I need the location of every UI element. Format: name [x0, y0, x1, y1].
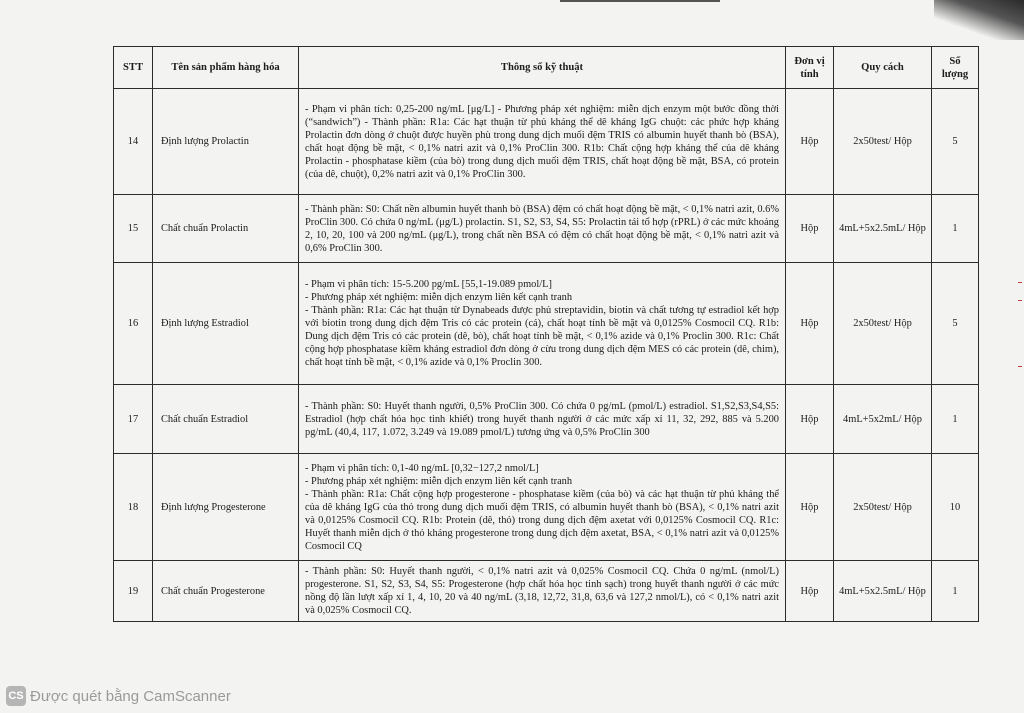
cell-spec	[299, 195, 786, 263]
document-page	[113, 46, 978, 622]
edge-mark	[1018, 282, 1022, 283]
spec-line: - Phạm vi phân tích: 15-5.200 pg/mL [55,1-19.089 pmol/L]	[305, 279, 552, 290]
cell-stt: 17	[114, 385, 153, 454]
camscanner-logo-icon: CS	[6, 686, 26, 706]
cell-quantity: 1	[932, 561, 979, 622]
cell-product-name: Chất chuẩn Prolactin	[153, 195, 299, 263]
cell-spec	[299, 263, 786, 385]
table-row	[114, 195, 979, 263]
header-product: Tên sản phẩm hàng hóa	[153, 47, 299, 89]
spec-line: - Thành phần: S0: Huyết thanh người, < 0,1% natri azit và 0,025% Cosmocil CQ. Chứa 0 ng/mL (nmol/L) progesterone. S1, S2, S3, S4, S5: Progesterone (hợp chất hóa học tinh sạch) trong huyết thanh người ở các mức nồng độ lần lượt xấp xỉ 1, 4, 10, 20 và 40 ng/mL (3,18, 12,72, 31,8, 63,6 và 127,2 nmol/L), có < 0,1% natri azit và 0,025% Cosmocil CQ.	[305, 566, 779, 616]
cell-unit: Hộp	[786, 385, 834, 454]
cell-package: 4mL+5x2.5mL/ Hộp	[834, 561, 932, 622]
cell-quantity: 1	[932, 195, 979, 263]
spec-line: - Thành phần: R1a: Các hạt thuận từ Dynabeads được phủ streptavidin, biotin và chất tương tự estradiol kết hợp với biotin trong dung dịch đệm Tris có các protein (cá), chất hoạt tính bề mặt và 0,0125% Cosmocil CQ. R1b: Dung dịch đệm Tris có các protein (dê, bò), chất hoạt tính bề mặt, < 0,1% azide và 0,1% Proclin 300. R1c: Chất cộng hợp phosphatase kiềm kháng estradiol đơn dòng ở cừu trong dung dịch đệm MES có các protein (dê, chim), chất hoạt tính bề mặt, < 0,1% azide và 0,1% Proclin 300.	[305, 305, 779, 368]
cell-spec	[299, 385, 786, 454]
edge-mark	[1018, 366, 1022, 367]
cell-unit: Hộp	[786, 454, 834, 561]
cell-stt: 18	[114, 454, 153, 561]
table-row	[114, 385, 979, 454]
cell-stt: 15	[114, 195, 153, 263]
header-unit: Đơn vị tính	[786, 47, 834, 89]
cell-quantity: 1	[932, 385, 979, 454]
cell-stt: 16	[114, 263, 153, 385]
cell-package: 2x50test/ Hộp	[834, 454, 932, 561]
cell-quantity: 5	[932, 89, 979, 195]
table-row	[114, 263, 979, 385]
table-body	[114, 89, 979, 622]
cell-spec	[299, 561, 786, 622]
header-row	[114, 47, 979, 89]
cell-package: 4mL+5x2.5mL/ Hộp	[834, 195, 932, 263]
spec-line: - Thành phần: R1a: Chất cộng hợp progesterone - phosphatase kiềm (của bò) và các hạt thuận từ phủ kháng thể của dê kháng IgG của thỏ trong dung dịch muối đệm TRIS, có albumin huyết thanh bò (BSA), < 0,1% natri azit và 0,0125% Cosmocil CQ. R1b: Protein (dê, thỏ) trong dung dịch đệm axetat với 0,0125% Cosmocil CQ. R1c: Huyết thanh miễn dịch ở thỏ kháng progesterone trong dung dịch đệm axetat, BSA, < 0,1% natri azit và 0,0125% Cosmocil CQ	[305, 488, 779, 552]
cell-product-name: Định lượng Prolactin	[153, 89, 299, 195]
scan-corner-shadow	[934, 0, 1024, 40]
cell-package: 2x50test/ Hộp	[834, 89, 932, 195]
cell-stt: 19	[114, 561, 153, 622]
spec-line: - Phương pháp xét nghiệm: miễn dịch enzym liên kết cạnh tranh	[305, 475, 573, 487]
cell-stt: 14	[114, 89, 153, 195]
spec-line: - Phương pháp xét nghiệm: miễn dịch enzym liên kết cạnh tranh	[305, 292, 573, 303]
watermark-text: Được quét bằng CamScanner	[30, 687, 231, 705]
table-row	[114, 89, 979, 195]
cell-package: 4mL+5x2mL/ Hộp	[834, 385, 932, 454]
header-package: Quy cách	[834, 47, 932, 89]
cell-quantity: 10	[932, 454, 979, 561]
scan-top-edge	[560, 0, 720, 2]
cell-product-name: Định lượng Progesterone	[153, 454, 299, 561]
spec-line: - Thành phần: S0: Chất nền albumin huyết thanh bò (BSA) đệm có chất hoạt động bề mặt, < 0,1% natri azit, 0.6% ProClin 300. Có chứa 0 ng/mL (μg/L) prolactin. S1, S2, S3, S4, S5: Prolactin tái tổ hợp (rPRL) ở các mức khoảng 2, 10, 20, 100 và 200 ng/mL (μg/L), trong chất nền BSA có đệm có chất hoạt động bề mặt, < 0,1% natri azit và 0,6% ProClin 300.	[305, 203, 779, 254]
camscanner-watermark	[6, 686, 231, 706]
header-stt: STT	[114, 47, 153, 89]
product-spec-table	[113, 46, 979, 622]
header-quantity: Số lượng	[932, 47, 979, 89]
cell-unit: Hộp	[786, 195, 834, 263]
spec-line: - Phạm vi phân tích: 0,25-200 ng/mL [μg/L] - Phương pháp xét nghiệm: miễn dịch enzym một bước đồng thời (“sandwich”) - Thành phần: R1a: Các hạt thuận từ phủ kháng thể dê kháng IgG chuột: các phức hợp kháng Prolactin đơn dòng ở chuột được huyền phù trong dung dịch muối đệm TRIS có albumin huyết thanh bò (BSA), chất hoạt động bề mặt, < 0,1% natri azit và 0,1% ProClin 300. R1b: Chất cộng hợp kháng thể của dê kháng Prolactin - phosphatase kiềm (của bò) trong dung dịch muối đệm TRIS, chất hoạt động bề mặt, BSA, có protein (của dê, chuột), 0,2% natri azit và 0,1% ProClin 300.	[305, 103, 779, 180]
table-row	[114, 561, 979, 622]
cell-package: 2x50test/ Hộp	[834, 263, 932, 385]
cell-product-name: Định lượng Estradiol	[153, 263, 299, 385]
header-spec: Thông số kỹ thuật	[299, 47, 786, 89]
cell-spec	[299, 89, 786, 195]
cell-spec	[299, 454, 786, 561]
cell-unit: Hộp	[786, 263, 834, 385]
cell-quantity: 5	[932, 263, 979, 385]
table-row	[114, 454, 979, 561]
cell-unit: Hộp	[786, 89, 834, 195]
cell-product-name: Chất chuẩn Progesterone	[153, 561, 299, 622]
cell-unit: Hộp	[786, 561, 834, 622]
spec-line: - Thành phần: S0: Huyết thanh người, 0,5% ProClin 300. Có chứa 0 pg/mL (pmol/L) estradiol. S1,S2,S3,S4,S5: Estradiol (hợp chất hóa học tinh khiết) trong huyết thanh người ở các mức xấp xỉ 11, 32, 292, 885 và 5.200 pg/mL (40,4, 117, 1.072, 3.249 và 19.089 pmol/L) tương ứng và 0,5% ProClin 300	[305, 400, 779, 438]
spec-line: - Phạm vi phân tích: 0,1-40 ng/mL [0,32−127,2 nmol/L]	[305, 462, 539, 474]
cell-product-name: Chất chuẩn Estradiol	[153, 385, 299, 454]
edge-mark	[1018, 300, 1022, 301]
